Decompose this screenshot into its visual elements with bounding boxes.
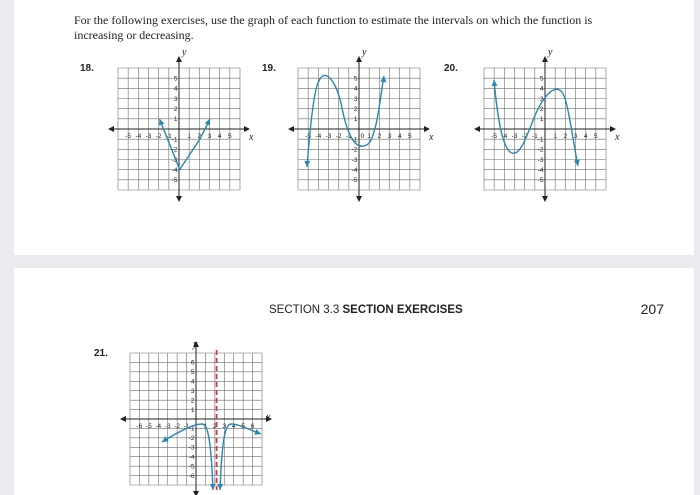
exercise-21-number: 21.: [94, 348, 108, 359]
x-tick-label: -3: [164, 423, 171, 430]
y-tick-label: -3: [351, 156, 358, 164]
x-axis-label: x: [429, 132, 434, 143]
x-axis-label: x: [249, 132, 254, 143]
curve-arrow-down-right: [217, 484, 223, 490]
y-tick-label: 1: [190, 406, 195, 414]
x-tick-label: 4: [231, 423, 236, 430]
x-tick-label: -3: [325, 133, 332, 140]
curve-arrow-left: [304, 161, 310, 167]
x-tick-label: -1: [531, 133, 538, 140]
y-tick-label: 1: [173, 116, 178, 124]
y-tick-label: 5: [353, 75, 358, 83]
curve-arrow-right: [574, 160, 580, 166]
x-tick-label: -2: [155, 133, 162, 140]
y-tick-label: 2: [173, 105, 178, 113]
x-tick-label: -4: [501, 133, 508, 140]
x-tick-label: -2: [174, 423, 181, 430]
y-tick-label: -5: [188, 463, 195, 471]
y-tick-label: 4: [539, 85, 544, 93]
exercise-20-graph: [464, 48, 629, 213]
x-tick-label: -6: [136, 423, 143, 430]
y-tick-label: 3: [353, 95, 358, 103]
y-tick-label: -2: [351, 146, 358, 154]
exercise-18-number: 18.: [80, 63, 94, 74]
y-tick-label: 3: [173, 95, 178, 103]
y-tick-label: 3: [539, 95, 544, 103]
textbook-page-top: [14, 0, 694, 255]
y-tick-label: 2: [539, 105, 544, 113]
y-tick-label: -5: [351, 177, 358, 185]
y-axis-label: y: [193, 339, 198, 350]
exercise-19-graph: [278, 48, 443, 213]
x-tick-label: 5: [241, 423, 245, 430]
x-axis-label: x: [266, 412, 271, 423]
exercise-21-graph: [110, 340, 275, 495]
textbook-page-bottom: [14, 268, 694, 495]
y-tick-label: -3: [537, 156, 544, 164]
section-title: SECTION EXERCISES: [342, 304, 463, 316]
x-tick-label: -5: [145, 423, 152, 430]
y-tick-label: 3: [190, 388, 195, 396]
y-axis-label: y: [362, 47, 367, 58]
x-tick-label: 3: [222, 423, 227, 430]
y-tick-label: -3: [188, 444, 195, 452]
y-tick-label: -4: [171, 166, 178, 174]
x-tick-label: 2: [563, 133, 568, 140]
y-tick-label: 2: [353, 105, 358, 113]
x-axis-label: x: [615, 132, 620, 143]
y-tick-label: -1: [188, 425, 195, 433]
exercise-20-number: 20.: [444, 63, 458, 74]
x-tick-label: -1: [165, 133, 172, 140]
exercise-18-graph: [98, 48, 263, 213]
y-tick-label: 5: [190, 369, 195, 377]
x-tick-label: -4: [155, 423, 162, 430]
x-tick-label: -4: [135, 133, 142, 140]
x-tick-label: -5: [305, 133, 312, 140]
y-tick-label: -4: [537, 166, 544, 174]
x-tick-label: 5: [594, 133, 598, 140]
x-tick-label: 4: [583, 133, 588, 140]
arrowhead: [210, 484, 216, 490]
x-axis-arrow-left: [108, 126, 114, 132]
x-tick-label: -2: [521, 133, 528, 140]
x-tick-label: -4: [315, 133, 322, 140]
y-tick-label: -2: [171, 146, 178, 154]
x-axis-arrow-left: [120, 416, 126, 422]
y-tick-label: -5: [171, 177, 178, 185]
x-tick-label: 4: [397, 133, 402, 140]
y-tick-label: -2: [188, 435, 195, 443]
axes: [120, 341, 272, 495]
x-tick-label: -2: [335, 133, 342, 140]
section-prefix: SECTION 3.3: [269, 304, 340, 316]
curve-arrow-down-left: [210, 484, 216, 490]
y-tick-label: -1: [351, 136, 358, 144]
x-tick-label: -3: [145, 133, 152, 140]
exercise-19-number: 19.: [262, 63, 276, 74]
x-tick-label: 3: [573, 133, 578, 140]
x-tick-label: 4: [217, 133, 222, 140]
x-tick-label: 2: [213, 423, 217, 430]
y-axis-label: y: [548, 47, 553, 58]
x-tick-label: 2: [377, 133, 382, 140]
x-tick-label: 5: [408, 133, 412, 140]
y-tick-label: 4: [173, 85, 178, 93]
y-tick-label: -5: [537, 177, 544, 185]
y-tick-label: -3: [171, 156, 178, 164]
instructions-text: For the following exercises, use the graph of each function to estimate the intervals on which the function is increasing or decreasing.: [74, 13, 593, 42]
y-tick-label: 4: [190, 378, 195, 386]
y-axis-arrow-down: [356, 196, 362, 202]
y-tick-label: -6: [188, 472, 195, 480]
y-tick-label: 1: [353, 116, 358, 124]
y-tick-label: -4: [351, 166, 358, 174]
y-tick-label: 4: [353, 85, 358, 93]
y-axis-label: y: [182, 47, 187, 58]
x-tick-label: 6: [250, 423, 255, 430]
x-axis-arrow-left: [474, 126, 480, 132]
x-tick-label: -5: [491, 133, 498, 140]
x-tick-label: -5: [125, 133, 132, 140]
x-tick-label: 1: [553, 133, 557, 140]
arrowhead: [217, 484, 223, 490]
y-axis-arrow-down: [176, 196, 182, 202]
page-number: 207: [640, 301, 664, 317]
x-tick-label: 5: [228, 133, 232, 140]
y-tick-label: 6: [190, 359, 195, 367]
x-tick-label: -1: [345, 133, 352, 140]
y-tick-label: 2: [190, 397, 195, 405]
y-tick-label: 1: [539, 116, 544, 124]
x-tick-label: 1: [367, 133, 371, 140]
y-tick-label: 5: [539, 75, 544, 83]
arrowhead: [574, 160, 580, 166]
x-tick-label: -3: [511, 133, 518, 140]
function-curve: [160, 119, 211, 170]
y-tick-label: 5: [173, 75, 178, 83]
x-tick-label: 3: [207, 133, 212, 140]
x-axis-arrow-left: [288, 126, 294, 132]
y-axis-arrow-down: [193, 491, 199, 495]
arrowhead: [304, 161, 310, 167]
y-tick-label: -1: [537, 136, 544, 144]
x-tick-label: 2: [197, 133, 202, 140]
x-tick-label: 0: [360, 133, 365, 140]
y-axis-arrow-down: [542, 196, 548, 202]
section-header: [269, 304, 463, 316]
y-tick-label: -4: [188, 454, 195, 462]
x-tick-label: -1: [183, 423, 190, 430]
y-tick-label: -2: [537, 146, 544, 154]
x-tick-label: 3: [387, 133, 392, 140]
x-tick-label: 1: [187, 133, 191, 140]
y-tick-label: -1: [171, 136, 178, 144]
x-tick-label: 1: [203, 423, 208, 430]
